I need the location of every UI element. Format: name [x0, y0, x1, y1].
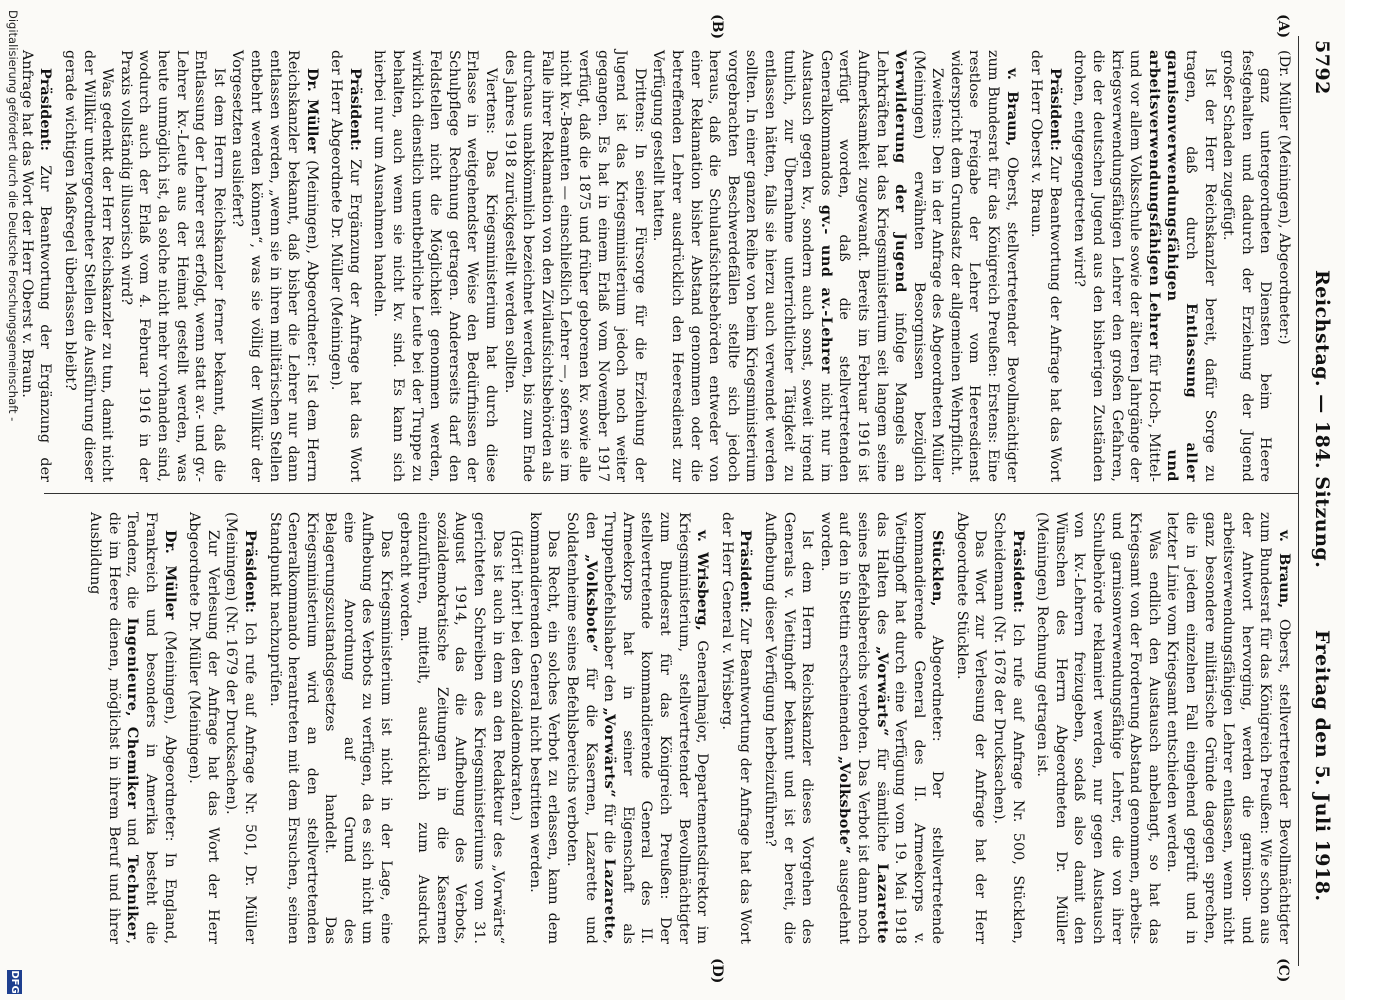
text-run: Zur Ergänzung der Anfrage hat das Wort der Herr Abgeordnete Dr. Müller (Meiningen). [328, 50, 363, 482]
margin-mark-d: (D) [709, 958, 725, 984]
emphasis: Verwilderung der Jugend [892, 50, 910, 293]
margin-mark-a: (A) [1275, 14, 1291, 39]
paragraph: Das ist auch in dem an den Redakteur des „Vorwärts“ gerichteten Schreiben des Kriegsministeriums vom 31. August 1914, das die Aufhebung des Verbots, sozialdemokratische Zeitungen in die Kasernen einzuführen, mitteilt, ausdrücklich zum Ausdruck gebracht worden. [396, 512, 506, 944]
emphasis: „Volksbote“ [582, 554, 600, 653]
paragraph: Das Wort zur Verlesung der Anfrage hat der Herr Abgeordnete Stücklen. [953, 512, 989, 944]
speaker-name: v. Wrisberg, [694, 530, 712, 631]
speaker-name: Präsident: [1046, 68, 1064, 151]
emphasis: „Vorwärts“ [873, 646, 891, 737]
text-run: Ist der Herr Reichskanzler bereit, dafür Sorge zu tragen, daß durch [1183, 50, 1218, 482]
text-run: Zweitens: Den in der Anfrage des Abgeordneten Müller (Meiningen) erwähnten Besorgnissen bezüglich [910, 50, 946, 482]
text-run: Zur Beantwortung der Anfrage hat das Wort der Herr General v. Wrisberg. [718, 512, 754, 945]
paragraph: Ist dem Herrn Reichskanzler dieses Vorgehen des Generals v. Vietinghoff bekannt und ist er bereit, die Aufhebung dieser Verfügung herbeizuführen? [761, 512, 816, 944]
text-run: (Meiningen), Abgeordneter: Ist dem Herrn Reichskanzler bekannt, daß bisher die Lehrer nur dann entlassen werden, „wenn sie in ihren militärischen Stellen entbehrt werden können“, was sie völlig der Willkür der Vorgesetzten ausliefert? [229, 50, 320, 483]
paragraph [562, 512, 711, 944]
emphasis: gv.- und av.-Lehrer [817, 204, 835, 374]
paragraph: Was endlich den Austausch anbelangt, so hat das Kriegsamt von der Forderung Abstand genommen, arbeits- und garnisonverwendungsfähige Lehrer, die von ihrer Schulbehörde reklamiert werden, nur gegen Austausch von kv.-Lehrern freizugeben, sodaß also damit den Wünschen des Herrn Abgeordneten Dr. Müller (Meiningen) Rechnung getragen ist. [1034, 512, 1162, 944]
paragraph [327, 50, 364, 482]
paragraph [1070, 50, 1219, 482]
text-run: Ich rufe auf Anfrage Nr. 501, Dr. Müller (Meiningen) (Nr. 1679 der Drucksachen). [223, 512, 258, 945]
text-run: , den [582, 512, 618, 944]
speaker-name: Präsident: [37, 68, 55, 151]
header-session: Reichstag. — 184. Sitzung. [1311, 270, 1333, 569]
speaker-name: (Dr. Müller (Meiningen), Abgeordneter:) [1276, 50, 1292, 345]
speaker-name: v. Braun, [1003, 68, 1021, 147]
running-header [1303, 40, 1333, 960]
paragraph [946, 50, 1020, 482]
text-run: ausgedehnt worden. [817, 512, 853, 945]
text-run: für Hoch-, Mittel- und vor allem Volksschule sowie der älteren Jahrgänge der kriegsverwendungsfähigen Lehrer den großen Gefahren, die der deutschen Jugend aus den bisherigen Zuständen drohen, entgegengetreten wird? [1071, 50, 1162, 482]
paragraph: Das Recht, ein solches Verbot zu erlassen, kann dem kommandierenden General nicht bestritten werden. [526, 512, 562, 944]
speaker-name: Dr. Müller [303, 68, 321, 154]
paragraph [17, 50, 54, 482]
header-date: Freitag den 5. Juli 1918. [1311, 630, 1333, 902]
margin-mark-b: (B) [709, 14, 725, 40]
right-column [86, 512, 1293, 944]
paragraph: (Hört! hört! bei den Sozialdemokraten.) [508, 530, 525, 822]
paragraph [222, 512, 259, 944]
speaker-name: Präsident: [737, 530, 755, 613]
paragraph [816, 512, 946, 944]
emphasis: „Vorwärts“ [601, 707, 619, 799]
paragraph: Ist dem Herrn Reichskanzler ferner bekannt, daß die Entlassung der Lehrer erst erfolgt, wenn statt av.- und gv.-Lehrer kv.-Leute aus der Heimat gestellt werden, was heute unmöglich ist, da solche nicht mehr vorhanden sind, wodurch auch der Erlaß vom 4. Februar 1916 in der Praxis vollständig illusorisch wird? [117, 50, 227, 482]
paragraph: Drittens: In seiner Fürsorge für die Erziehung der Jugend ist das Kriegsministerium jedoch noch weiter gegangen. Es hat in einem Erlaß vom November 1917 verfügt, daß die 1875 und früher geborenen kv. sowie alle nicht kv.-Beamten — einschließlich Lehrer —, sofern sie im Falle ihrer Reklamation von den Zivilaufsichtsbehörden als durchaus unabkömmlich bezeichnet werden, bis zum Ende des Jahres 1918 zurückgestellt werden sollten. [501, 50, 648, 482]
left-column [17, 50, 1293, 482]
text-run: infolge Mangels an Lehrkräften hat das Kriegsministerium seit langem seine Aufmerksamkeit zugewandt. Bereits im Februar 1916 ist verfügt worden, daß die stellvertretenden Generalkommandos [817, 50, 909, 482]
text-run: Zur Beantwortung der Anfrage hat das Wort der Herr Oberst v. Braun. [1028, 50, 1063, 483]
footer-text: Digitalisierung gefördert durch die Deutsche Forschungsgemeinschaft - [6, 10, 20, 422]
paragraph [228, 50, 321, 482]
paragraph [1163, 512, 1293, 944]
text-run: (Meiningen), Abgeordneter: In England, Frankreich und besonders in Amerika besteht die Tendenz, die [124, 512, 178, 945]
emphasis: „Volksbote“ [836, 755, 854, 855]
emphasis: Lazarette [873, 863, 891, 945]
emphasis: Techniker [124, 854, 142, 940]
paragraph [1027, 50, 1064, 482]
emphasis: Entlassung aller garnisonverwendungsfähigen und arbeitsverwendungsfähigen Lehrer [1145, 50, 1201, 482]
text-run: Abgeordneter: Der stellvertretende kommandierende General des II. Armeekorps v. Vietinghoff hat durch eine Verfügung vom 19. Mai 1918 das Halten des [873, 512, 946, 944]
speaker-name: Präsident: [241, 530, 259, 613]
text-run: Ich rufe auf Anfrage Nr. 500, Stücklen, Scheidemann (Nr. 1678 der Drucksachen). [991, 512, 1026, 945]
digitization-footer [2, 0, 22, 1000]
emphasis: Lazarette [601, 858, 619, 940]
header-rule [1298, 36, 1299, 966]
text-run: für die [601, 803, 618, 854]
paragraph: Viertens: Das Kriegsministerium hat durch diese Erlasse in weitgehendster Weise den Bedürfnissen der Schulpflege Rechnung getragen. Andererseits darf den Feldstellen nicht die Möglichkeit genommen werden, wirklich dienstlich unentbehrliche Leute bei der Truppe zu behalten, auch wenn sie nicht kv. sind. Es kann sich hierbei nur um Ausnahmen handeln. [371, 50, 500, 482]
paragraph: ganz untergeordneten Diensten beim Heere festgehalten und dadurch der Erziehung der Jugend großer Schaden zugefügt. [1220, 50, 1274, 482]
speaker-name: Präsident: [1009, 530, 1027, 613]
paragraph [1274, 50, 1293, 482]
text-run: und [124, 818, 141, 846]
text-run: für sämtliche [873, 748, 890, 852]
paragraph [649, 50, 947, 482]
paragraph [86, 512, 179, 944]
paragraph [717, 512, 754, 944]
margin-mark-c: (C) [1275, 958, 1291, 983]
speaker-name: Stücklen, [929, 530, 947, 607]
text-run: , die im Heere dienen, möglichst in ihrem Beruf und ihrer Ausbildung [87, 512, 141, 945]
paragraph: Das Kriegsministerium ist nicht in der Lage, eine Aufhebung des Verbots zu verfügen, da es sich nicht um eine Anordnung auf Grund des Belagerungszustandsgesetzes handelt. Das Kriegsministerium wird an den stellvertretenden Generalkommando herantreten mit dem Ersuchen, seinen Standpunkt nachzuprüfen. [266, 512, 395, 944]
speaker-name: Präsident: [346, 68, 364, 151]
paragraph [990, 512, 1027, 944]
paragraph: Was gedenkt der Herr Reichskanzler zu tun, damit nicht der Willkür untergeordneter Stellen die Ausführung dieser gerade wichtigen Maßregel überlassen bleibt? [62, 50, 116, 482]
speaker-name: v. Braun, [1276, 530, 1293, 609]
emphasis: Ingenieure, Chemiker [124, 617, 142, 810]
text-run: Oberst, stellvertretender Bevollmächtigter zum Bundesrat für das Königreich Preußen: Erstens: Eine restlose Freigabe der Lehrer vom Heeresdienst widerspricht dem Grundsatz der allgemeinen Wehrpflicht. [947, 50, 1020, 482]
text-run: Oberst, stellvertretender Bevollmächtigter zum Bundesrat für das Königreich Preußen: Wie schon aus der Antwort hervorging, werden die garnison- und arbeitsverwendungsfähigen Lehrer entlassen, wenn nicht ganz besondere militärische Gründe dagegen sprechen, die in jedem einzelnen Fall eingehend geprüft und in letzter Linie vom Kriegsamt entschieden werden. [1164, 512, 1292, 944]
text-run: nicht nur im Austausch gegen kv., sondern auch sonst, soweit irgend tunlich, zur Übernahme unterrichtlicher Tätigkeit zu entlassen hätten, falls sie hierzu auch verwendet werden sollten. In einer ganzen Reihe von beim Kriegsministerium vorgebrachten Beschwerdefällen stellte sich jedoch heraus, daß die Schulaufsichtsbehörden entweder von einer Reklamation bisher Abstand genommen oder die betreffenden Lehrer ausdrücklich den Heeresdienst zur Verfügung gestellt hatten. [650, 50, 834, 483]
text-run: seines Befehlsbereichs verboten. Das Verbot ist dann noch auf den in Stettin erscheinenden [836, 512, 871, 944]
page-number: 5792 [1311, 40, 1333, 95]
text-run: Generalmajor, Departementsdirektor im Kriegsministerium, stellvertretender Bevollmächtigter zum Bundesrat für das Königreich Preußen: Der stellvertretende kommandierende General des II. Armeekorps hat in seiner Eigenschaft als Truppenbefehlshaber den [601, 512, 711, 945]
column-divider [44, 493, 1299, 494]
text-run: Zur Beantwortung der Ergänzung der Anfrage hat das Wort der Herr Oberst v. Braun. [18, 50, 54, 483]
text-run: für die Kasernen, Lazarette und Soldatenheime seines Befehlsbereichs verboten. [564, 512, 599, 945]
dfg-logo: DFG [9, 970, 20, 994]
paragraph: Zur Verlesung der Anfrage hat das Wort der Herr Abgeordnete Dr. Müller (Meiningen). [186, 512, 221, 944]
speaker-name: Dr. Müller [161, 530, 179, 620]
